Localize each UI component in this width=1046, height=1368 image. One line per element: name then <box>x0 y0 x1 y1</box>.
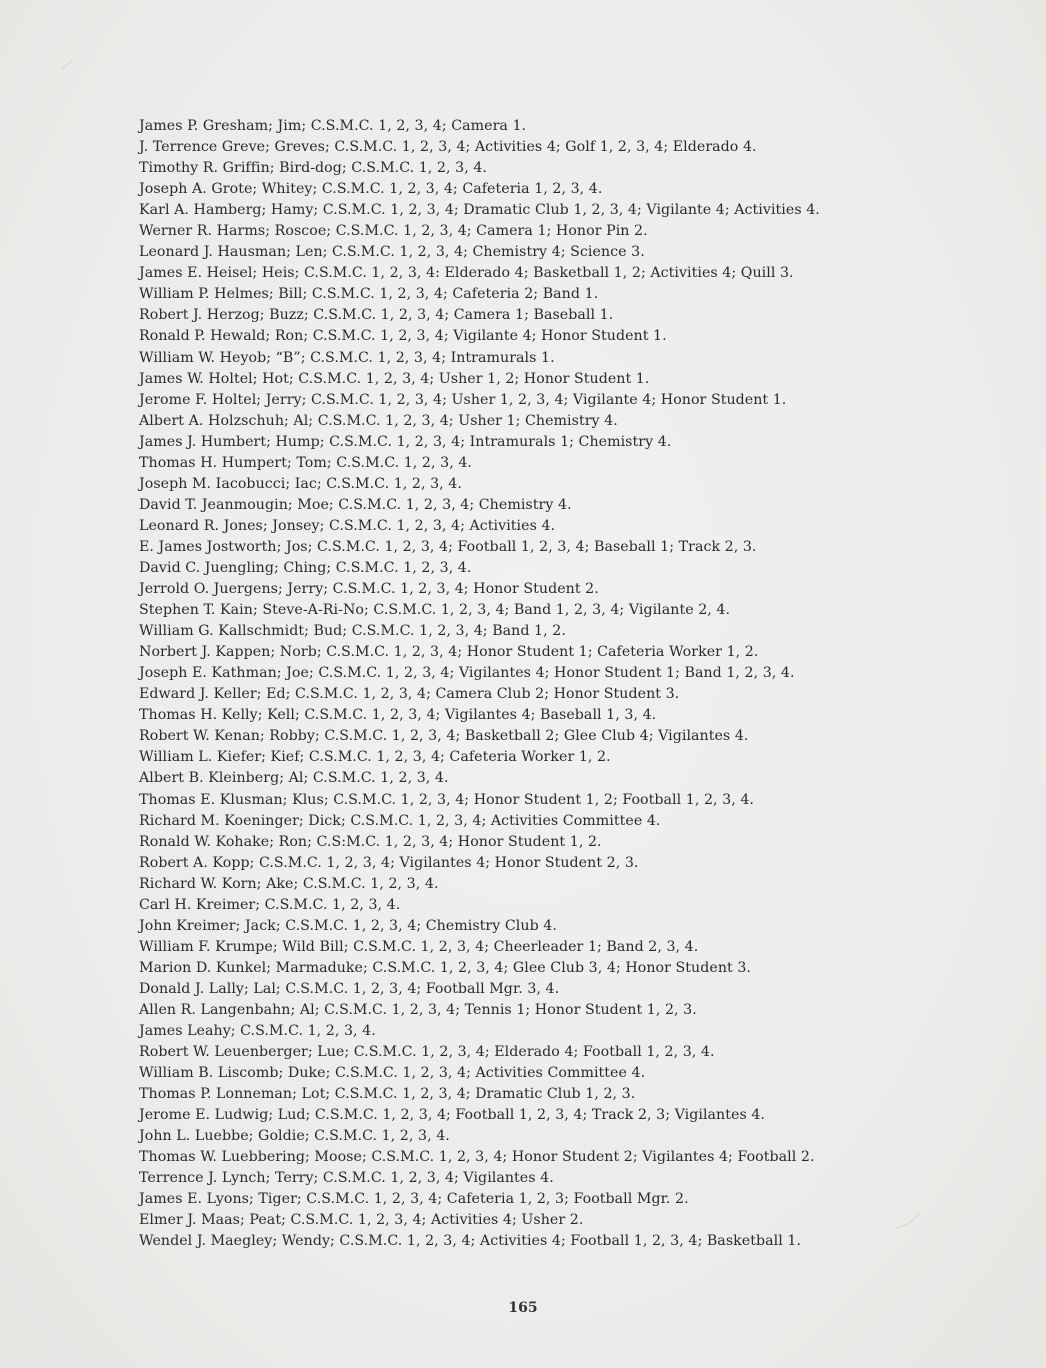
roster-entry: James W. Holtel; Hot; C.S.M.C. 1, 2, 3, 4; Usher 1, 2; Honor Student 1. <box>139 370 650 387</box>
roster-entry: Thomas W. Luebbering; Moose; C.S.M.C. 1, 2, 3, 4; Honor Student 2; Vigilantes 4; Football 2. <box>139 1149 815 1166</box>
roster-entry: John L. Luebbe; Goldie; C.S.M.C. 1, 2, 3, 4. <box>139 1128 450 1145</box>
roster-entry: John Kreimer; Jack; C.S.M.C. 1, 2, 3, 4; Chemistry Club 4. <box>139 917 557 934</box>
roster-entry: Elmer J. Maas; Peat; C.S.M.C. 1, 2, 3, 4; Activities 4; Usher 2. <box>139 1212 584 1229</box>
pencil-mark-right <box>897 1214 919 1228</box>
roster-entry: Donald J. Lally; Lal; C.S.M.C. 1, 2, 3, 4; Football Mgr. 3, 4. <box>139 980 560 997</box>
roster-entry: Joseph E. Kathman; Joe; C.S.M.C. 1, 2, 3, 4; Vigilantes 4; Honor Student 1; Band 1, 2, 3, 4. <box>139 665 795 682</box>
roster-entry: Robert J. Herzog; Buzz; C.S.M.C. 1, 2, 3, 4; Camera 1; Baseball 1. <box>139 307 614 324</box>
roster-entry: Wendel J. Maegley; Wendy; C.S.M.C. 1, 2, 3, 4; Activities 4; Football 1, 2, 3, 4; Basketball 1. <box>139 1233 802 1250</box>
roster-entry: Richard W. Korn; Ake; C.S.M.C. 1, 2, 3, 4. <box>139 875 439 892</box>
roster-entry: James J. Humbert; Hump; C.S.M.C. 1, 2, 3, 4; Intramurals 1; Chemistry 4. <box>139 433 672 450</box>
roster-entry: William W. Heyob; “B”; C.S.M.C. 1, 2, 3, 4; Intramurals 1. <box>139 349 555 366</box>
roster-entry: Thomas P. Lonneman; Lot; C.S.M.C. 1, 2, 3, 4; Dramatic Club 1, 2, 3. <box>139 1086 636 1103</box>
roster-entry: William P. Helmes; Bill; C.S.M.C. 1, 2, 3, 4; Cafeteria 2; Band 1. <box>139 286 599 303</box>
roster-entry: David T. Jeanmougin; Moe; C.S.M.C. 1, 2, 3, 4; Chemistry 4. <box>139 496 572 513</box>
roster-entry: William F. Krumpe; Wild Bill; C.S.M.C. 1, 2, 3, 4; Cheerleader 1; Band 2, 3, 4. <box>139 938 699 955</box>
roster-entry: James Leahy; C.S.M.C. 1, 2, 3, 4. <box>139 1023 376 1040</box>
roster-entry: Allen R. Langenbahn; Al; C.S.M.C. 1, 2, 3, 4; Tennis 1; Honor Student 1, 2, 3. <box>139 1001 697 1018</box>
roster-entry: E. James Jostworth; Jos; C.S.M.C. 1, 2, 3, 4; Football 1, 2, 3, 4; Baseball 1; Track 2, 3. <box>139 538 757 555</box>
roster-entry: Jerome E. Ludwig; Lud; C.S.M.C. 1, 2, 3, 4; Football 1, 2, 3, 4; Track 2, 3; Vigilantes 4. <box>139 1107 765 1124</box>
roster-entry: Thomas E. Klusman; Klus; C.S.M.C. 1, 2, 3, 4; Honor Student 1, 2; Football 1, 2, 3, 4. <box>139 791 754 808</box>
roster-entry: Jerrold O. Juergens; Jerry; C.S.M.C. 1, 2, 3, 4; Honor Student 2. <box>139 581 599 598</box>
roster-entry: David C. Juengling; Ching; C.S.M.C. 1, 2, 3, 4. <box>139 559 472 576</box>
roster-entry: Terrence J. Lynch; Terry; C.S.M.C. 1, 2, 3, 4; Vigilantes 4. <box>139 1170 554 1187</box>
roster-entry: Norbert J. Kappen; Norb; C.S.M.C. 1, 2, 3, 4; Honor Student 1; Cafeteria Worker 1, 2. <box>139 644 759 661</box>
page-number: 165 <box>508 1300 538 1316</box>
roster-entry: Ronald W. Kohake; Ron; C.S:M.C. 1, 2, 3, 4; Honor Student 1, 2. <box>139 833 602 850</box>
roster-entry: Albert B. Kleinberg; Al; C.S.M.C. 1, 2, 3, 4. <box>139 770 449 787</box>
roster-entry: Timothy R. Griffin; Bird-dog; C.S.M.C. 1, 2, 3, 4. <box>139 160 487 177</box>
roster-entry: James P. Gresham; Jim; C.S.M.C. 1, 2, 3, 4; Camera 1. <box>139 118 527 134</box>
roster-entry: William G. Kallschmidt; Bud; C.S.M.C. 1, 2, 3, 4; Band 1, 2. <box>139 623 566 640</box>
roster-entry: Joseph M. Iacobucci; Iac; C.S.M.C. 1, 2, 3, 4. <box>139 475 462 492</box>
roster-entry: William B. Liscomb; Duke; C.S.M.C. 1, 2, 3, 4; Activities Committee 4. <box>139 1065 646 1082</box>
roster-entry: J. Terrence Greve; Greves; C.S.M.C. 1, 2, 3, 4; Activities 4; Golf 1, 2, 3, 4; Elderado 4. <box>139 139 757 156</box>
senior-roster <box>139 116 899 1253</box>
roster-entry: Leonard R. Jones; Jonsey; C.S.M.C. 1, 2, 3, 4; Activities 4. <box>139 517 556 534</box>
roster-entry: Werner R. Harms; Roscoe; C.S.M.C. 1, 2, 3, 4; Camera 1; Honor Pin 2. <box>139 223 648 240</box>
roster-entry: Thomas H. Humpert; Tom; C.S.M.C. 1, 2, 3, 4. <box>139 454 472 471</box>
pencil-mark-top <box>62 60 72 68</box>
roster-entry: Ronald P. Hewald; Ron; C.S.M.C. 1, 2, 3, 4; Vigilante 4; Honor Student 1. <box>139 328 667 345</box>
roster-entry: James E. Heisel; Heis; C.S.M.C. 1, 2, 3, 4: Elderado 4; Basketball 1, 2; Activities 4; Quill 3. <box>139 265 794 282</box>
roster-entry: Richard M. Koeninger; Dick; C.S.M.C. 1, 2, 3, 4; Activities Committee 4. <box>139 812 661 829</box>
roster-entry: Joseph A. Grote; Whitey; C.S.M.C. 1, 2, 3, 4; Cafeteria 1, 2, 3, 4. <box>139 181 603 198</box>
roster-entry: Marion D. Kunkel; Marmaduke; C.S.M.C. 1, 2, 3, 4; Glee Club 3, 4; Honor Student 3. <box>139 959 751 976</box>
roster-entry: Robert W. Kenan; Robby; C.S.M.C. 1, 2, 3, 4; Basketball 2; Glee Club 4; Vigilantes 4. <box>139 728 749 745</box>
roster-entry: Albert A. Holzschuh; Al; C.S.M.C. 1, 2, 3, 4; Usher 1; Chemistry 4. <box>139 412 618 429</box>
roster-entry: James E. Lyons; Tiger; C.S.M.C. 1, 2, 3, 4; Cafeteria 1, 2, 3; Football Mgr. 2. <box>139 1191 689 1208</box>
roster-entry: Jerome F. Holtel; Jerry; C.S.M.C. 1, 2, 3, 4; Usher 1, 2, 3, 4; Vigilante 4; Honor Student 1. <box>139 391 787 408</box>
roster-entry: Robert A. Kopp; C.S.M.C. 1, 2, 3, 4; Vigilantes 4; Honor Student 2, 3. <box>139 854 639 871</box>
roster-entry: Robert W. Leuenberger; Lue; C.S.M.C. 1, 2, 3, 4; Elderado 4; Football 1, 2, 3, 4. <box>139 1044 715 1061</box>
roster-entry: Leonard J. Hausman; Len; C.S.M.C. 1, 2, 3, 4; Chemistry 4; Science 3. <box>139 244 645 261</box>
roster-entry: Carl H. Kreimer; C.S.M.C. 1, 2, 3, 4. <box>139 896 401 913</box>
roster-entry: Stephen T. Kain; Steve-A-Ri-No; C.S.M.C. 1, 2, 3, 4; Band 1, 2, 3, 4; Vigilante 2, 4. <box>139 602 731 619</box>
roster-entry: Thomas H. Kelly; Kell; C.S.M.C. 1, 2, 3, 4; Vigilantes 4; Baseball 1, 3, 4. <box>139 707 657 724</box>
roster-entry: William L. Kiefer; Kief; C.S.M.C. 1, 2, 3, 4; Cafeteria Worker 1, 2. <box>139 749 611 766</box>
roster-entry: Edward J. Keller; Ed; C.S.M.C. 1, 2, 3, 4; Camera Club 2; Honor Student 3. <box>139 686 680 703</box>
roster-entry: Karl A. Hamberg; Hamy; C.S.M.C. 1, 2, 3, 4; Dramatic Club 1, 2, 3, 4; Vigilante 4; Activities 4. <box>139 202 820 219</box>
